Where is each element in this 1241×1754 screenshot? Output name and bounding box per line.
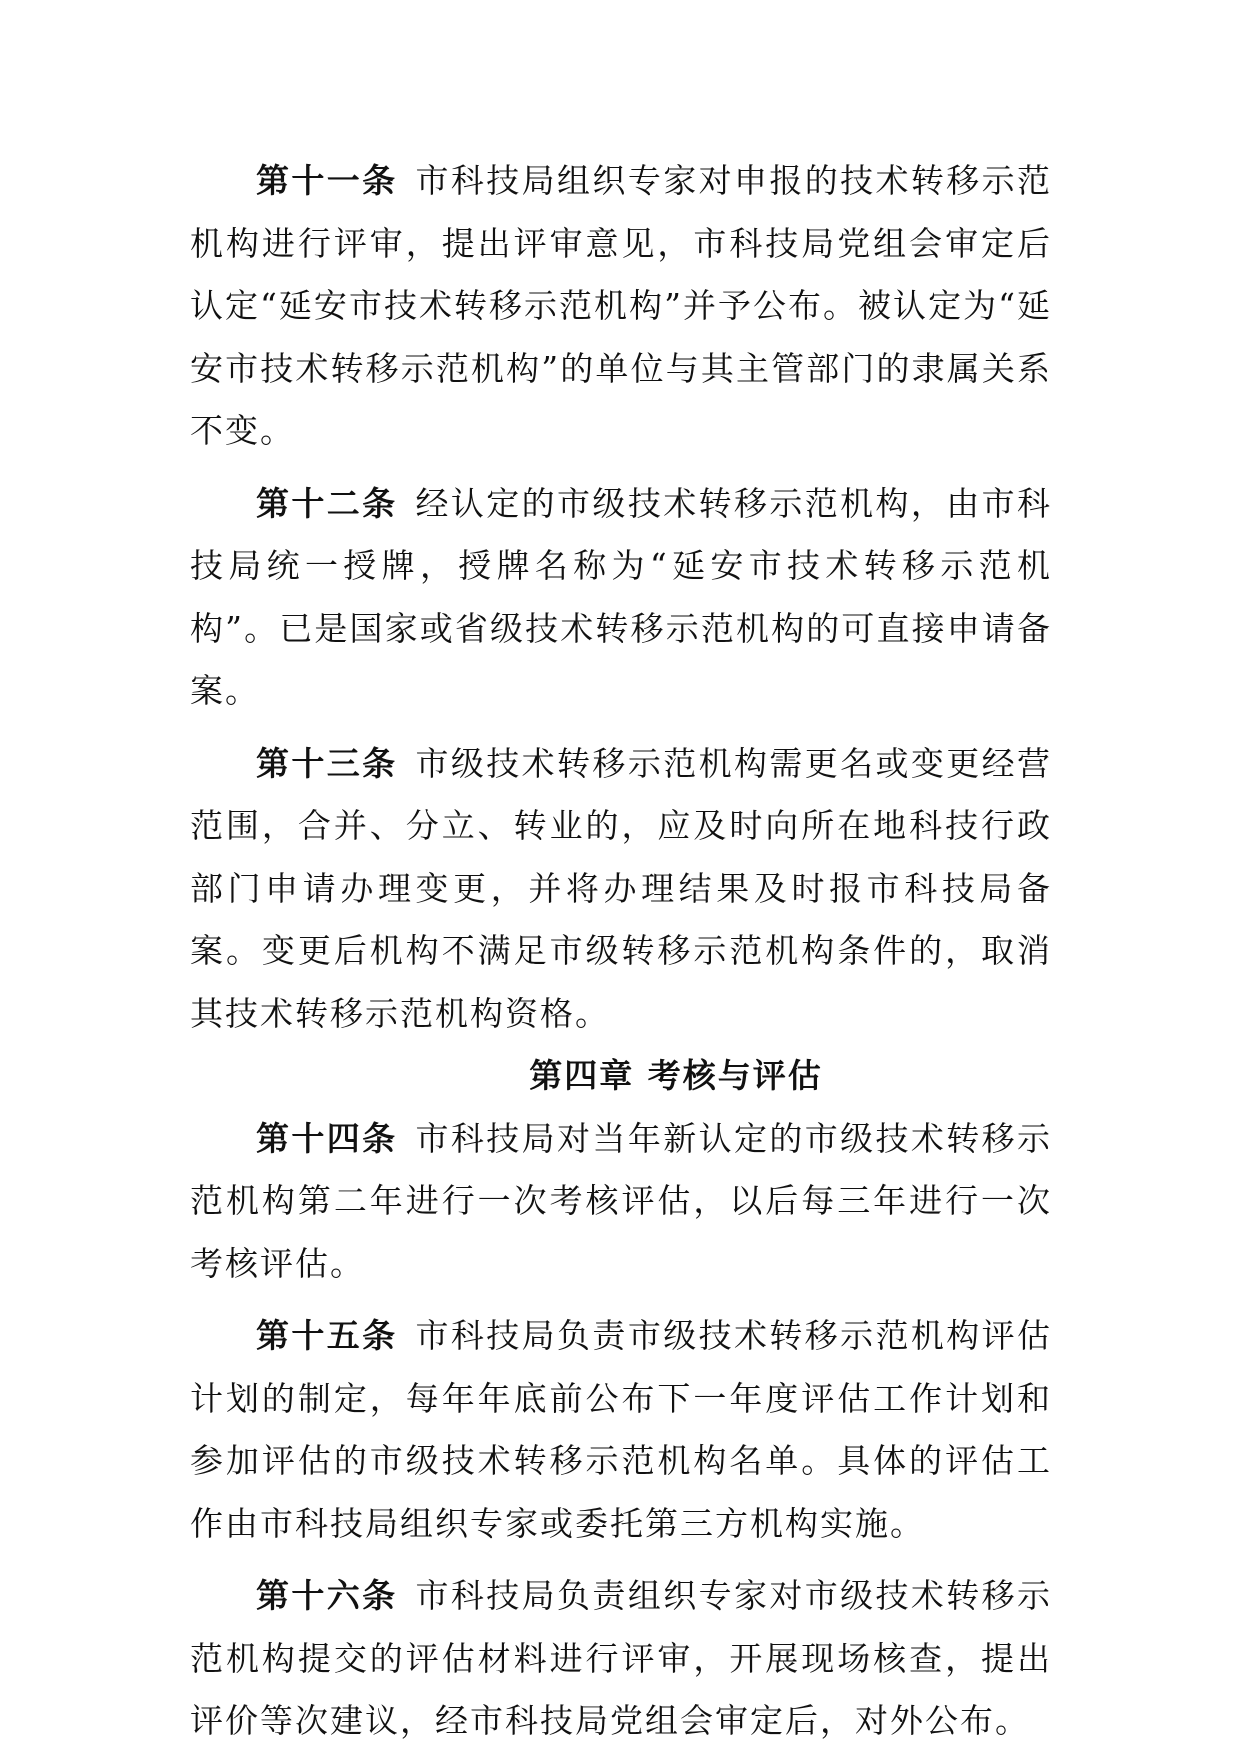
- article-text: 市科技局对当年新认定的市级技术转移示范机构第二年进行一次考核评估，以后每三年进行一次考核评估。: [190, 1118, 1053, 1283]
- article-number: 第十五条: [256, 1316, 398, 1355]
- article-text: 经认定的市级技术转移示范机构，由市科技局统一授牌，授牌名称为“延安市技术转移示范机构”。已是国家或省级技术转移示范机构的可直接申请备案。: [190, 483, 1053, 710]
- article-number: 第十二条: [256, 483, 398, 523]
- chapter-heading: 第四章 考核与评估: [529, 1056, 823, 1095]
- article-text: 市科技局组织专家对申报的技术转移示范机构进行评审，提出评审意见，市科技局党组会审定后认定“延安市技术转移示范机构”并予公布。被认定为“延安市技术转移示范机构”的单位与其主管部门的隶属关系不变。: [190, 161, 1053, 450]
- article-text: 市级技术转移示范机构需更名或变更经营范围，合并、分立、转业的，应及时向所在地科技行政部门申请办理变更，并将办理结果及时报市科技局备案。变更后机构不满足市级转移示范机构条件的，取消其技术转移示范机构资格。: [190, 743, 1053, 1033]
- article-text: 市科技局负责组织专家对市级技术转移示范机构提交的评估材料进行评审，开展现场核查，提出评价等次建议，经市科技局党组会审定后，对外公布。: [190, 1576, 1053, 1740]
- article-number: 第十三条: [256, 743, 398, 783]
- article-number: 第十六条: [256, 1576, 398, 1615]
- article-14: [190, 1108, 1052, 1296]
- article-number: 第十一条: [256, 161, 398, 200]
- article-16: [190, 1565, 1052, 1753]
- article-13: [190, 733, 1052, 1046]
- article-15: [190, 1305, 1052, 1555]
- document-page: [190, 150, 1052, 1753]
- article-number: 第十四条: [256, 1118, 398, 1158]
- article-11: [190, 150, 1052, 463]
- article-12: [190, 473, 1052, 723]
- article-text: 市科技局负责市级技术转移示范机构评估计划的制定，每年年底前公布下一年度评估工作计划和参加评估的市级技术转移示范机构名单。具体的评估工作由市科技局组织专家或委托第三方机构实施。: [190, 1316, 1053, 1543]
